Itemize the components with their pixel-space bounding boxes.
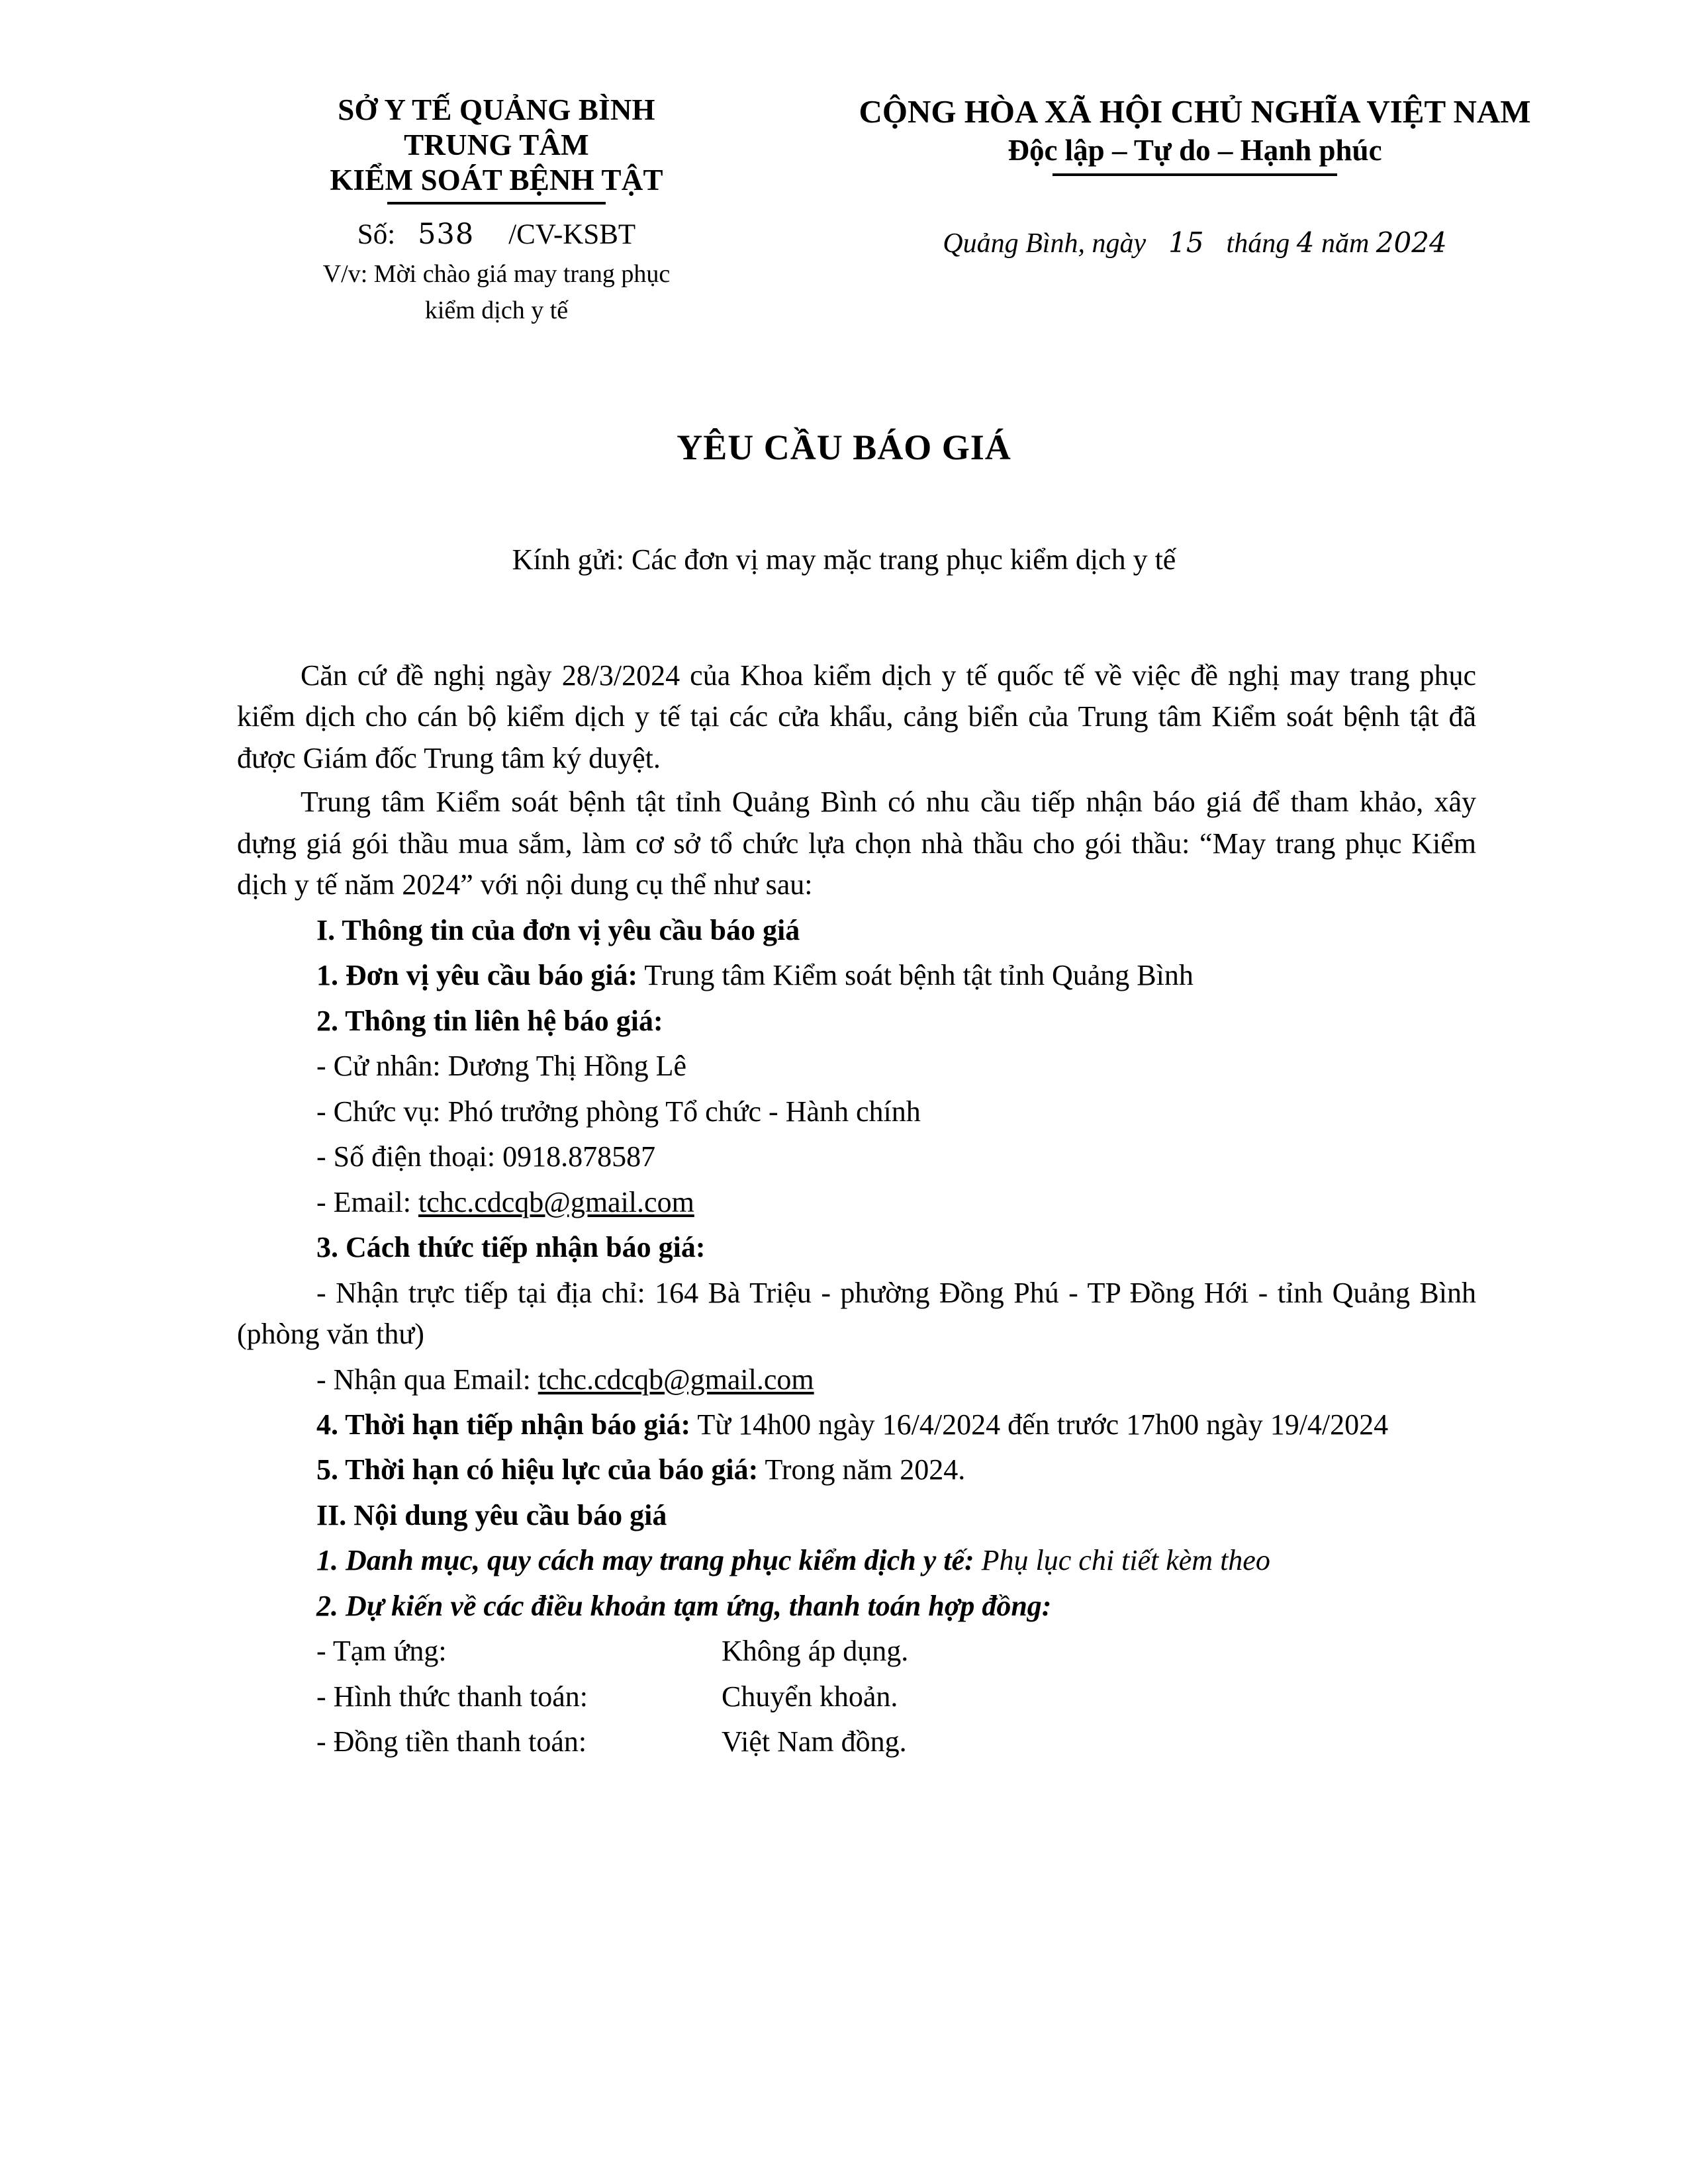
national-motto: Độc lập – Tự do – Hạnh phúc [1008, 133, 1382, 167]
paragraph-purpose: Trung tâm Kiểm soát bệnh tật tỉnh Quảng Bình có nhu cầu tiếp nhận báo giá để tham khảo, xây dựng giá gói thầu mua sắm, làm cơ sở tổ chức lựa chọn nhà thầu cho gói thầu: “May trang phục Kiểm dịch y tế năm 2024” với nội dung cụ thể như sau: [237, 786, 1476, 901]
recipient-line: Kính gửi: Các đơn vị may mặc trang phục kiểm dịch y tế [512, 543, 1176, 576]
issue-place: Quảng Bình, ngày [943, 228, 1147, 259]
item-payment-terms-label: 2. Dự kiến về các điều khoản tạm ứng, thanh toán hợp đồng: [316, 1589, 1052, 1622]
item-submission-heading: 3. Cách thức tiếp nhận báo giá: [316, 1231, 706, 1264]
paragraph-basis: Căn cứ đề nghị ngày 28/3/2024 của Khoa kiểm dịch y tế quốc tế về việc đề nghị may trang phục kiểm dịch cho cán bộ kiểm dịch y tế tại các cửa khẩu, cảng biển của Trung tâm Kiểm soát bệnh tật đã được Giám đốc Trung tâm ký duyệt. [237, 659, 1476, 774]
payment-row-value: Việt Nam đồng. [722, 1725, 907, 1758]
item-requesting-unit [237, 955, 1476, 996]
issue-year: 2024 [1376, 226, 1447, 259]
item-validity-value: Trong năm 2024. [765, 1453, 966, 1486]
place-and-date-line [781, 225, 1609, 262]
payment-row-value: Chuyển khoản. [722, 1680, 898, 1713]
item-specification-value: Phụ lục chi tiết kèm theo [981, 1544, 1270, 1577]
parent-organization-name: SỞ Y TẾ QUẢNG BÌNH [338, 93, 655, 126]
year-label: năm [1321, 228, 1370, 259]
section-1-heading: I. Thông tin của đơn vị yêu cầu báo giá [316, 913, 800, 946]
item-contact-heading: 2. Thông tin liên hệ báo giá: [316, 1004, 663, 1037]
country-name: CỘNG HÒA XÃ HỘI CHỦ NGHĨA VIỆT NAM [859, 93, 1531, 130]
national-heading-block [781, 93, 1688, 262]
issuing-organization-block [212, 93, 781, 327]
payment-row-label: - Đồng tiền thanh toán: [316, 1725, 587, 1758]
document-number-value: 538 [418, 218, 475, 251]
item-requesting-unit-label: 1. Đơn vị yêu cầu báo giá: [316, 959, 638, 992]
submission-in-person-line: - Nhận trực tiếp tại địa chỉ: 164 Bà Triệu - phường Đồng Phú - TP Đồng Hới - tỉnh Quảng Bình (phòng văn thư) [237, 1276, 1476, 1351]
document-subject-line-2: kiểm dịch y tế [424, 296, 569, 324]
item-validity [237, 1449, 1476, 1490]
document-header [0, 93, 1688, 327]
item-validity-label: 5. Thời hạn có hiệu lực của báo giá: [316, 1453, 759, 1486]
document-number-line [212, 215, 781, 254]
submission-email-link[interactable]: tchc.cdcqb@gmail.com [538, 1363, 814, 1396]
organization-name-line-2: KIỂM SOÁT BỆNH TẬT [330, 163, 663, 197]
contact-name-line: - Cử nhân: Dương Thị Hồng Lê [316, 1050, 686, 1083]
payment-row [237, 1721, 1476, 1762]
contact-position-line: - Chức vụ: Phó trưởng phòng Tổ chức - Hành chính [316, 1095, 921, 1128]
item-specification-list [237, 1540, 1476, 1581]
organization-underline [387, 202, 606, 205]
item-deadline-value: Từ 14h00 ngày 16/4/2024 đến trước 17h00 ngày 19/4/2024 [697, 1408, 1389, 1441]
payment-row-value: Không áp dụng. [722, 1635, 909, 1668]
document-number-suffix: /CV-KSBT [508, 219, 636, 251]
item-requesting-unit-value: Trung tâm Kiểm soát bệnh tật tỉnh Quảng Bình [644, 959, 1194, 992]
payment-row-label: - Hình thức thanh toán: [316, 1680, 588, 1713]
document-number-label: Số: [357, 219, 396, 251]
submission-email-line [237, 1359, 1476, 1400]
month-label: tháng [1226, 228, 1290, 259]
contact-email-line [237, 1182, 1476, 1223]
payment-row [237, 1631, 1476, 1672]
motto-underline [1053, 173, 1337, 176]
payment-row [237, 1676, 1476, 1717]
item-deadline [237, 1404, 1476, 1445]
page-title: YÊU CẦU BÁO GIÁ [677, 428, 1011, 467]
submission-email-label: - Nhận qua Email: [316, 1363, 531, 1396]
organization-name-line-1: TRUNG TÂM [404, 128, 589, 162]
issue-month: 4 [1296, 226, 1315, 259]
contact-email-label: - Email: [316, 1185, 411, 1218]
item-specification-label: 1. Danh mục, quy cách may trang phục kiểm dịch y tế: [316, 1544, 974, 1577]
contact-phone-line: - Số điện thoại: 0918.878587 [316, 1140, 656, 1173]
section-2-heading: II. Nội dung yêu cầu báo giá [316, 1498, 667, 1531]
item-payment-terms-heading [237, 1586, 1476, 1627]
issue-day: 15 [1168, 226, 1204, 259]
document-subject-line-1: V/v: Mời chào giá may trang phục [322, 260, 671, 289]
document-body [237, 655, 1476, 1764]
payment-row-label: - Tạm ứng: [316, 1635, 447, 1668]
contact-email-link[interactable]: tchc.cdcqb@gmail.com [418, 1185, 694, 1218]
item-deadline-label: 4. Thời hạn tiếp nhận báo giá: [316, 1408, 691, 1441]
